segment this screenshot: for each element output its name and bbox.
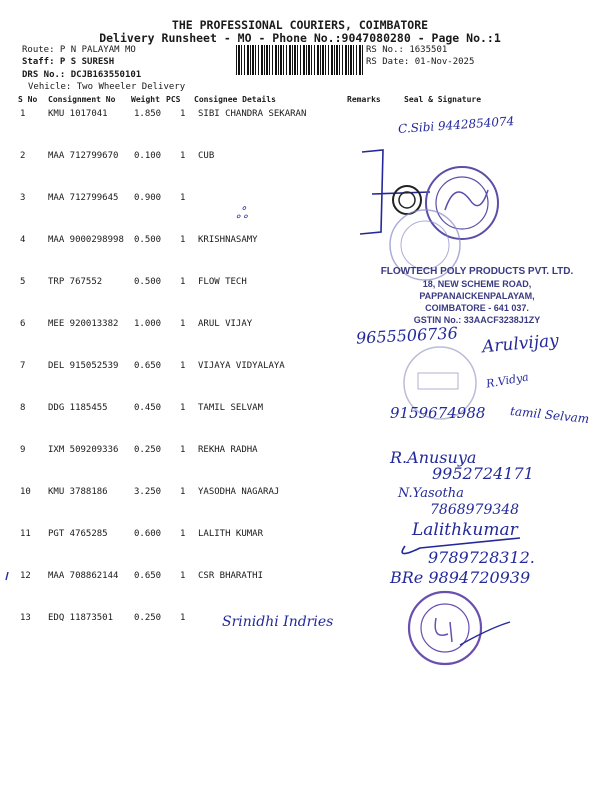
col-weight: Weight: [131, 95, 160, 104]
col-consignment: Consignment No: [48, 95, 116, 104]
handwritten-phone-11: 9789728312.: [428, 548, 535, 567]
runsheet-subtitle: Delivery Runsheet - MO - Phone No.:9047080280 - Page No.:1: [99, 31, 501, 45]
col-seal-signature: Seal & Signature: [404, 95, 482, 104]
row-consignment-no: DEL 915052539: [48, 361, 119, 371]
handwritten-phone-10: 7868979348: [430, 502, 520, 518]
col-pcs: PCS: [166, 95, 181, 104]
stamp-line-3: PAPPANAICKENPALAYAM,: [419, 291, 535, 301]
row-consignment-no: MAA 9000298998: [48, 235, 124, 245]
row-weight: 1.000: [134, 319, 162, 329]
row-consignment-no: TRP 767552: [48, 277, 103, 287]
handwritten-signature-13: Srinidhi Indries: [222, 614, 334, 630]
row-pcs: 1: [180, 277, 186, 287]
handwritten-signature-6: Arulvijay: [481, 330, 560, 358]
handwritten-phone-6: 9655506736: [355, 323, 459, 348]
row-sno: 11: [20, 529, 31, 539]
row-consignee: ARUL VIJAY: [198, 319, 253, 329]
row-consignee: CSR BHARATHI: [198, 571, 264, 581]
row-pcs: 1: [180, 529, 186, 539]
row-pcs: 1: [180, 571, 186, 581]
row-sno: 3: [20, 193, 26, 203]
handwritten-phone-8: 9159674988: [390, 404, 486, 422]
round-seal-4: [409, 592, 481, 664]
company-title: THE PROFESSIONAL COURIERS, COIMBATORE: [171, 18, 429, 32]
row-sno: 12: [20, 571, 31, 581]
row-sno: 6: [20, 319, 26, 329]
row-weight: 0.600: [134, 529, 162, 539]
row-sno: 4: [20, 235, 26, 245]
handwritten-signature-11: Lalithkumar: [412, 520, 518, 540]
row-pcs: 1: [180, 403, 186, 413]
row-pcs: 1: [180, 361, 186, 371]
stamp-line-2: 18, NEW SCHEME ROAD,: [422, 279, 532, 289]
row-consignee: YASODHA NAGARAJ: [198, 487, 280, 497]
row-pcs: 1: [180, 487, 186, 497]
staff-label: Staff: P S SURESH: [22, 57, 115, 67]
row-consignment-no: KMU 1017041: [48, 109, 108, 119]
handwritten-signature-8: tamil Selvam: [509, 403, 590, 427]
row-pcs: 1: [180, 613, 186, 623]
row-consignee: VIJAYA VIDYALAYA: [198, 361, 285, 371]
handwritten-mark-3: ஃ: [236, 204, 248, 222]
col-sno: S No: [18, 95, 38, 104]
row-sno: 2: [20, 151, 26, 161]
rs-date: RS Date: 01-Nov-2025: [366, 57, 475, 67]
row-consignment-no: DDG 1185455: [48, 403, 108, 413]
row-consignment-no: KMU 3788186: [48, 487, 108, 497]
handwritten-phone-9: 9952724171: [432, 464, 534, 483]
row-pcs: 1: [180, 151, 186, 161]
handwritten-name-9: R.Anusuya: [390, 448, 477, 467]
row-pcs: 1: [180, 193, 186, 203]
row-consignment-no: MAA 708862144: [48, 571, 119, 581]
row-pcs: 1: [180, 319, 186, 329]
row-consignment-no: MAA 712799670: [48, 151, 119, 161]
row-consignment-no: MEE 920013382: [48, 319, 119, 329]
stamp-line-1: FLOWTECH POLY PRODUCTS PVT. LTD.: [380, 266, 574, 277]
row-consignee: KRISHNASAMY: [198, 235, 258, 245]
stamp-line-5: GSTIN No.: 33AACF3238J1ZY: [413, 315, 541, 325]
row-pcs: 1: [180, 235, 186, 245]
row-weight: 3.250: [134, 487, 162, 497]
row-sno: 7: [20, 361, 26, 371]
handwritten-phone-12: BRe 9894720939: [390, 568, 531, 587]
row-weight: 0.450: [134, 403, 162, 413]
row-sno: 10: [20, 487, 31, 497]
route-label: Route: P N PALAYAM MO: [22, 45, 136, 55]
col-consignee: Consignee Details: [194, 95, 276, 104]
col-remarks: Remarks: [347, 95, 381, 104]
handwritten-name-10: N.Yasotha: [398, 486, 464, 501]
row-sno: 1: [20, 109, 26, 119]
vehicle-label: Vehicle: Two Wheeler Delivery: [28, 82, 186, 92]
company-stamp: [372, 266, 582, 326]
row-sno: 5: [20, 277, 26, 287]
row-consignee: FLOW TECH: [198, 277, 247, 287]
row-consignee: TAMIL SELVAM: [198, 403, 264, 413]
row-consignment-no: PGT 4765285: [48, 529, 108, 539]
row-consignee: REKHA RADHA: [198, 445, 258, 455]
row-sno: 9: [20, 445, 26, 455]
row-consignment-no: MAA 712799645: [48, 193, 119, 203]
row-pcs: 1: [180, 109, 186, 119]
row-weight: 1.850: [134, 109, 162, 119]
row-sno: 13: [20, 613, 31, 623]
row-weight: 0.250: [134, 613, 162, 623]
row-weight: 0.900: [134, 193, 162, 203]
row-weight: 0.250: [134, 445, 162, 455]
row-weight: 0.500: [134, 277, 162, 287]
stamp-line-4: COIMBATORE - 641 037.: [425, 303, 529, 313]
row-weight: 0.100: [134, 151, 162, 161]
row-weight: 0.650: [134, 361, 162, 371]
round-seal-1: [426, 167, 498, 239]
handwritten-signature-1: C.Sibi 9442854074: [397, 113, 515, 137]
row-consignment-no: EDQ 11873501: [48, 613, 114, 623]
row-consignee: LALITH KUMAR: [198, 529, 264, 539]
row-consignee: SIBI CHANDRA SEKARAN: [198, 109, 307, 119]
row-sno: 8: [20, 403, 26, 413]
rs-number: RS No.: 1635501: [366, 45, 448, 55]
row-weight: 0.500: [134, 235, 162, 245]
row-weight: 0.650: [134, 571, 162, 581]
row-consignment-no: IXM 509209336: [48, 445, 119, 455]
row-pcs: 1: [180, 445, 186, 455]
row-consignee: CUB: [198, 151, 215, 161]
handwritten-signature-7: R.Vidya: [485, 370, 530, 391]
drs-number: DRS No.: DCJB163550101: [22, 70, 142, 80]
